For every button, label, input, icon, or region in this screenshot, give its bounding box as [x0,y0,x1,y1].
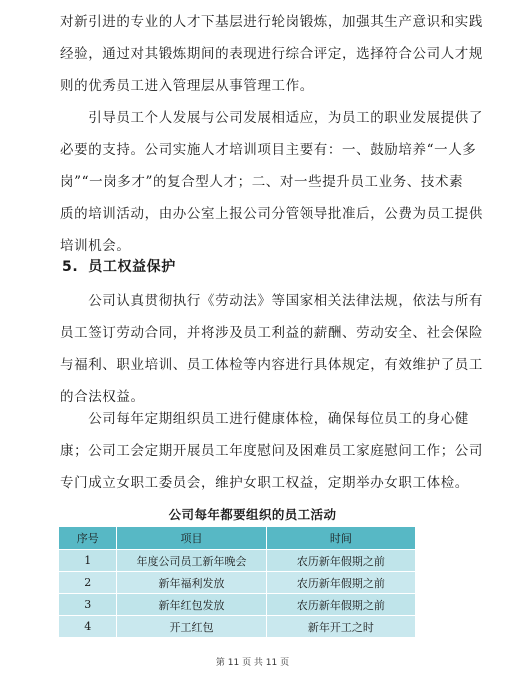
table-row [59,572,416,594]
table-header-row [59,527,416,550]
activities-table [58,526,416,638]
cell-time: 农历新年假期之前 [266,594,415,616]
cell-item: 开工红包 [117,616,266,638]
text-line: 则的优秀员工进入管理层从事管理工作。 [60,78,314,94]
paragraph-career-development [60,102,483,262]
text-line: 专门成立女职工委员会，维护女职工权益，定期举办女职工体检。 [60,475,469,491]
table-row [59,594,416,616]
cell-item: 年度公司员工新年晚会 [117,550,266,572]
cell-time: 农历新年假期之前 [266,550,415,572]
page-footer [0,655,505,668]
cell-number: 1 [59,550,117,572]
text-line: 质的培训活动，由办公室上报公司分管领导批准后，公费为员工提供 [60,206,483,222]
cell-number: 4 [59,616,117,638]
table-title: 公司每年都要组织的员工活动 [168,507,337,522]
text-line: 与福利、职业培训、员工体检等内容进行具体规定，有效维护了员工 [60,357,483,373]
cell-number: 2 [59,572,117,594]
text-line: 培训机会。 [60,238,131,254]
text-line: 员工签订劳动合同，并将涉及员工利益的薪酬、劳动安全、社会保险 [60,325,483,341]
paragraph-labor-law [60,285,483,413]
text-line: 公司认真贯彻执行《劳动法》等国家相关法律法规，依法与所有 [60,293,483,309]
paragraph-health-checkup [60,403,483,499]
text-line: 必要的支持。公司实施人才培训项目主要有：一、鼓励培养“一人多 [60,142,477,158]
header-item: 项目 [117,527,266,550]
header-time: 时间 [266,527,415,550]
table-row [59,550,416,572]
text-line: 引导员工个人发展与公司发展相适应，为员工的职业发展提供了 [60,110,483,126]
paragraph-rotation-training [60,6,483,102]
text-line: 康；公司工会定期开展员工年度慰问及困难员工家庭慰问工作；公司 [60,443,483,459]
table-row [59,616,416,638]
cell-item: 新年红包发放 [117,594,266,616]
text-line: 公司每年定期组织员工进行健康体检，确保每位员工的身心健 [60,411,469,427]
text-line: 的合法权益。 [60,389,145,405]
cell-number: 3 [59,594,117,616]
text-line: 对新引进的专业的人才下基层进行轮岗锻炼，加强其生产意识和实践 [60,14,483,30]
section-number: 5. [62,259,79,275]
header-number: 序号 [59,527,117,550]
cell-time: 农历新年假期之前 [266,572,415,594]
page-number: 第 11 页 共 11 页 [215,658,290,668]
text-line: 岗”“一岗多才”的复合型人才；二、对一些提升员工业务、技术素 [60,174,464,190]
cell-item: 新年福利发放 [117,572,266,594]
section-title: 员工权益保护 [88,259,176,275]
text-line: 经验，通过对其锻炼期间的表现进行综合评定，选择符合公司人才规 [60,46,483,62]
section-heading [62,256,176,276]
cell-time: 新年开工之时 [266,616,415,638]
